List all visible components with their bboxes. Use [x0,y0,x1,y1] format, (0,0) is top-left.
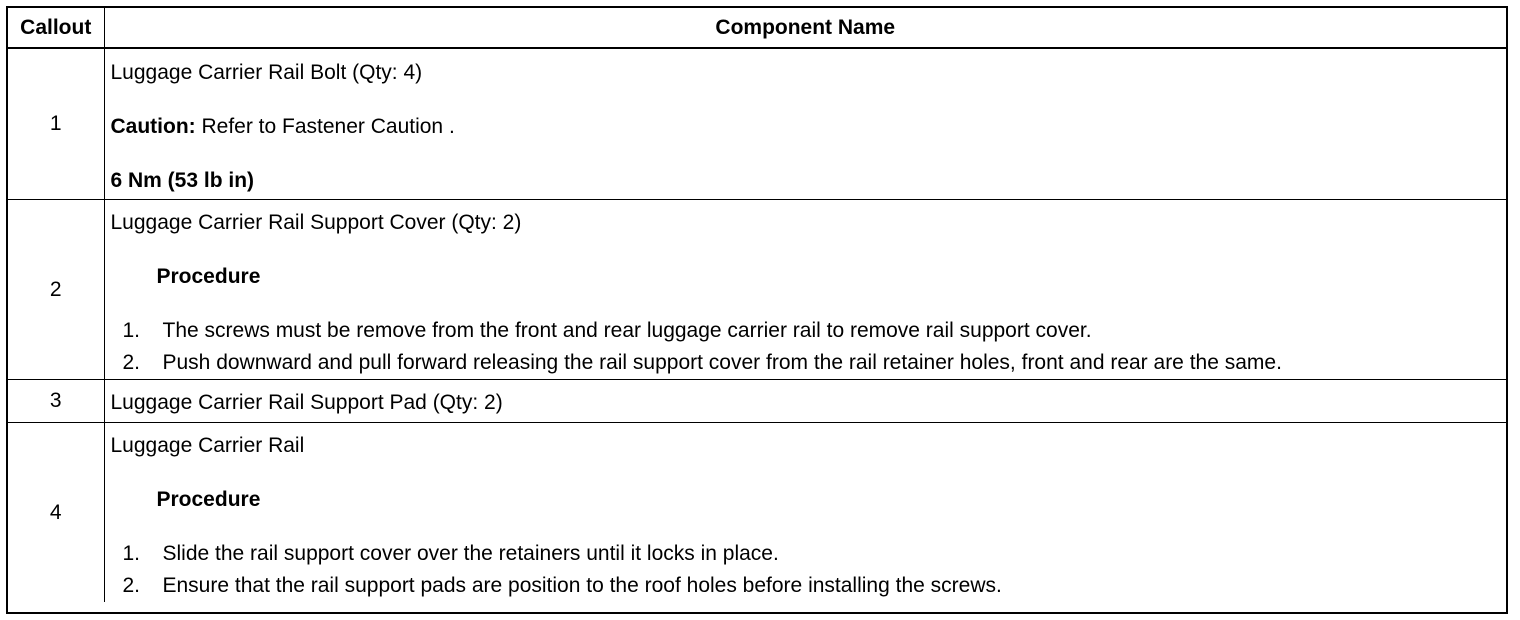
step-text: The screws must be remove from the front and rear luggage carrier rail to remove rail support cover. [162,318,1092,342]
caution-text: Refer to Fastener Caution . [195,115,455,139]
callout-number: 4 [8,422,104,602]
torque-spec: 6 Nm (53 lb in) [110,169,255,193]
step-text: Ensure that the rail support pads are position to the roof holes before installing the screws. [162,574,1002,598]
component-cell [104,199,1506,380]
component-table-frame [6,6,1508,614]
procedure-steps [111,541,1499,598]
component-cell [104,422,1506,602]
header-row [8,8,1506,48]
procedure-step [111,541,1499,566]
step-number: 2. [122,351,141,375]
table-row [8,422,1506,602]
table-row [8,199,1506,380]
component-cell [104,380,1506,422]
procedure-heading: Procedure [156,487,261,511]
procedure-steps [111,318,1499,375]
callout-number: 3 [8,380,104,422]
callout-header: Callout [8,8,104,48]
procedure-step [111,573,1499,598]
procedure-heading: Procedure [156,264,261,288]
procedure-step [111,350,1499,375]
table-row [8,48,1506,199]
callout-number: 1 [8,48,104,199]
step-text: Slide the rail support cover over the retainers until it locks in place. [162,541,779,565]
step-number: 2. [122,574,141,598]
procedure-step [111,318,1499,343]
step-text: Push downward and pull forward releasing the rail support cover from the rail retainer holes, front and rear are the same. [162,351,1282,375]
component-name-header: Component Name [104,8,1506,48]
caution-label: Caution: [110,115,196,139]
step-number: 1. [122,318,141,342]
caution-note [111,114,1499,139]
component-name: Luggage Carrier Rail [110,433,305,457]
component-name: Luggage Carrier Rail Support Cover (Qty: 2) [110,210,522,234]
component-name: Luggage Carrier Rail Support Pad (Qty: 2) [110,391,503,415]
callout-number: 2 [8,199,104,380]
step-number: 1. [122,541,141,565]
component-cell [104,48,1506,199]
component-table [8,8,1506,602]
table-row [8,380,1506,422]
component-name: Luggage Carrier Rail Bolt (Qty: 4) [110,61,423,84]
